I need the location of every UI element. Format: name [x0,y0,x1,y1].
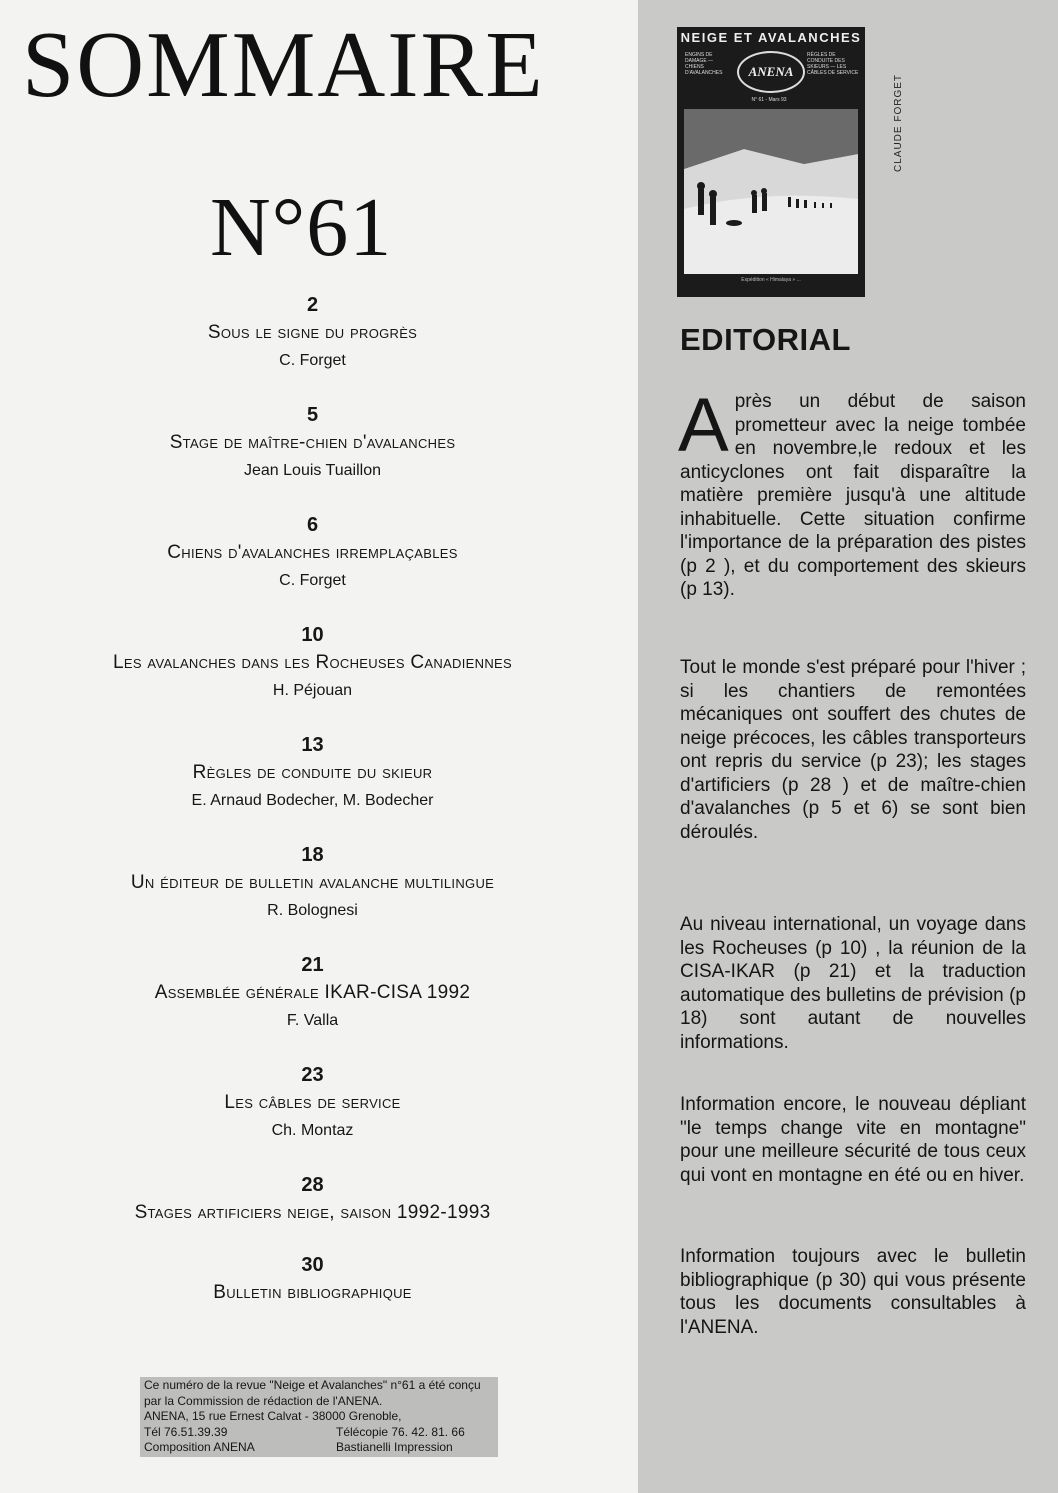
credits-line: Ce numéro de la revue "Neige et Avalanches" n°61 a été conçu [144,1378,481,1392]
credits-composition: Composition ANENA [144,1440,255,1454]
toc-title: Les avalanches dans les Rocheuses Canadiennes [113,652,512,673]
toc-title: Stage de maître-chien d'avalanches [169,432,456,453]
toc-entry[interactable] [20,838,605,948]
toc-page-number: 5 [306,404,319,426]
cover-photo-mountaineers [684,109,858,274]
credits-fax: Télécopie 76. 42. 81. 66 [336,1424,465,1439]
credits-line: par la Commission de rédaction de l'ANENA. [144,1393,383,1408]
table-of-contents [20,288,605,1358]
toc-author: C. Forget [279,352,346,369]
editorial-paragraph-3: Au niveau international, un voyage dans les Rocheuses (p 10) , la réunion de la CISA-IKAR (p 21) et la traduction automatique des bulletins de prévision (p 18) sont autant de nouvelles informations. [680,914,1026,1053]
photo-credit: CLAUDE FORGET [893,73,904,172]
drop-cap: A [678,383,729,468]
toc-page-number: 10 [301,624,324,646]
editorial-paragraph-5: Information toujours avec le bulletin bibliographique (p 30) qui vous présente tous les documents consultables à l'ANENA. [680,1246,1026,1338]
toc-page-number: 30 [301,1254,324,1276]
toc-author: Ch. Montaz [271,1122,354,1139]
editorial-text: près un début de saison prometteur avec la neige tombée en novembre,le redoux et les anticyclones ont fait disparaître la matière première jusqu'à une altitude inhabituelle. Cette situation confirme l'importance de la préparation des pistes (p 2 ), et du comportement des skieurs (p 13). [680,391,1026,600]
issue-number: N°61 [210,181,393,274]
cover-right-text: RÈGLES DE CONDUITE DES SKIEURS — LES CÂBLES DE SERVICE [807,52,859,76]
toc-title: Chiens d'avalanches irremplaçables [167,542,458,563]
credits-address: ANENA, 15 rue Ernest Calvat - 38000 Grenoble, [144,1409,402,1423]
toc-title: Sous le signe du progrès [207,322,418,343]
toc-title: Règles de conduite du skieur [192,762,433,783]
cover-left-text: ENGINS DE DAMAGE — CHIENS D'AVALANCHES [685,52,723,76]
toc-entry[interactable] [20,1168,605,1248]
credits-production-row [144,1440,494,1456]
toc-page-number: 18 [301,844,324,866]
toc-title: Un éditeur de bulletin avalanche multilingue [130,872,495,893]
toc-entry[interactable] [20,288,605,398]
credits-printer: Bastianelli Impression [336,1440,453,1454]
toc-author: E. Arnaud Bodecher, M. Bodecher [191,792,434,809]
toc-title: Assemblée générale IKAR-CISA 1992 [154,982,471,1003]
toc-page-number: 2 [306,294,319,316]
toc-author: R. Bolognesi [267,902,358,919]
toc-entry[interactable] [20,398,605,508]
toc-entry[interactable] [20,948,605,1058]
anena-logo: ANENA [737,51,805,93]
toc-page-number: 6 [306,514,319,536]
toc-title: Stages artificiers neige, saison 1992-1993 [134,1202,491,1223]
cover-title: NEIGE ET AVALANCHES [680,30,862,45]
toc-author: C. Forget [279,572,346,589]
toc-author: F. Valla [286,1012,339,1029]
toc-entry[interactable] [20,728,605,838]
toc-page-number: 23 [301,1064,324,1086]
editorial-paragraph-4: Information encore, le nouveau dépliant "le temps change vite en montagne" pour une meilleure sécurité de tous ceux qui vont en montagne en été ou en hiver. [680,1094,1026,1186]
editorial-paragraph-2: Tout le monde s'est préparé pour l'hiver ; si les chantiers de remontées mécaniques ont souffert des chutes de neige précoces, les câbles transporteurs ont repris du service (p 23); les stages d'artificiers (p 28 ) et de maître-chien d'avalanches (p 5 et 6) se sont bien déroulés. [680,657,1026,843]
toc-entry[interactable] [20,1058,605,1168]
credits-phone: Tél 76.51.39.39 [144,1424,228,1439]
toc-title: Les câbles de service [224,1092,401,1113]
magazine-cover [677,27,865,297]
toc-page-number: 13 [301,734,324,756]
credits-box [140,1377,498,1457]
snow-slope-illustration [684,109,858,274]
toc-entry[interactable] [20,618,605,728]
toc-title: Bulletin bibliographique [213,1282,412,1303]
editorial-paragraph-1 [678,383,1026,602]
toc-page-number: 28 [301,1174,324,1196]
toc-entry[interactable] [20,1248,605,1358]
page-title: SOMMAIRE [22,13,545,117]
toc-author: Jean Louis Tuaillon [244,462,381,479]
credits-contact-row [144,1425,494,1441]
toc-page-number: 21 [301,954,324,976]
cover-footer-text: Expédition « Himalaya » ... [741,277,801,283]
editorial-heading: EDITORIAL [680,322,851,357]
toc-entry[interactable] [20,508,605,618]
toc-author: H. Péjouan [272,682,353,699]
cover-issue-number: N° 61 - Mars 93 [751,97,787,103]
